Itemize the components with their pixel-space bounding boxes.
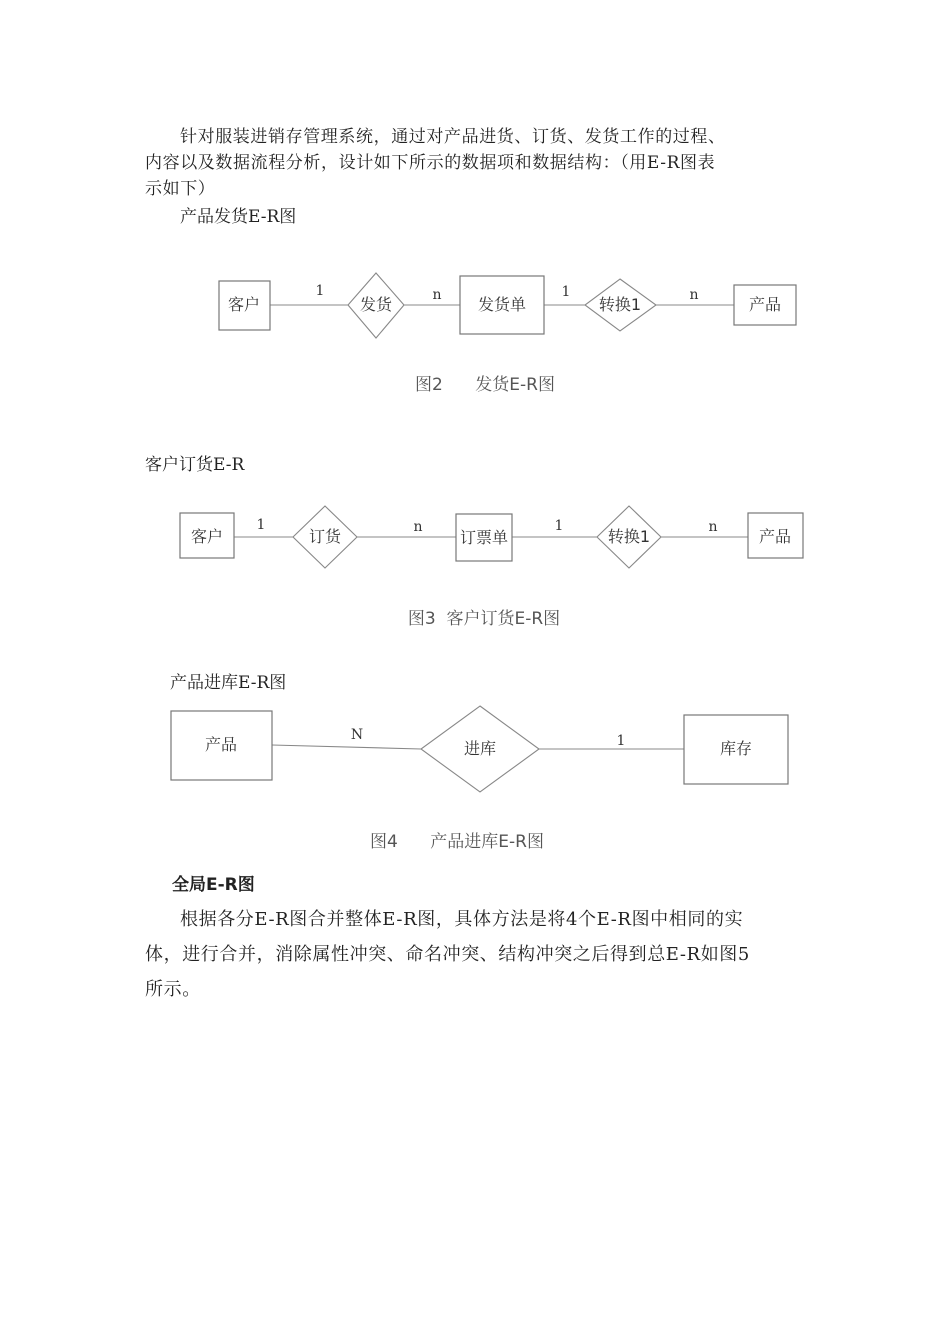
diagram-shipping [219,273,796,395]
global-line-3: 所示。 [145,979,201,1000]
cardinality-2: n [432,287,442,303]
intro-line-3: 示如下） [145,179,216,199]
cardinality-1: N [350,727,364,743]
cardinality-4: n [708,519,718,535]
entity-ship-order-label: 发货单 [477,295,527,314]
intro-line-1: 针对服装进销存管理系统，通过对产品进货、订货、发货工作的过程、 [180,127,726,147]
cardinality-2: n [413,519,423,535]
relation-stockin-label: 进库 [463,739,497,758]
entity-product-label: 产品 [204,735,238,754]
cardinality-3: 1 [561,284,571,300]
relation-order-label: 订货 [308,527,342,546]
intro-line-2: 内容以及数据流程分析，设计如下所示的数据项和数据结构：（用E-R图表 [145,153,716,173]
section-heading-global: 全局E-R图 [172,875,255,895]
entity-product-label: 产品 [748,295,782,314]
link-product-stockin [272,745,421,749]
entity-customer-label: 客户 [190,527,224,546]
section-heading-shipping: 产品发货E-R图 [180,207,297,227]
relation-ship-label: 发货 [359,295,393,314]
section-heading-ordering: 客户订货E-R [145,455,245,475]
caption-fig3: 图3 客户订货E-R图 [407,609,561,629]
entity-inventory-label: 库存 [719,739,753,758]
diagram-stock-in [171,706,788,852]
cardinality-1: 1 [256,517,266,533]
entity-order-ticket-label: 订票单 [459,528,509,547]
section-heading-stock-in: 产品进库E-R图 [170,673,287,693]
entity-product-label: 产品 [758,527,792,546]
diagram-ordering [180,506,803,629]
caption-fig2: 图2 发货E-R图 [415,375,555,395]
caption-fig4: 图4 产品进库E-R图 [370,832,544,852]
entity-customer-label: 客户 [227,295,261,314]
relation-convert-label: 转换1 [598,295,642,314]
cardinality-4: n [689,287,699,303]
global-line-2: 体，进行合并，消除属性冲突、命名冲突、结构冲突之后得到总E-R如图5 [145,944,750,965]
global-line-1: 根据各分E-R图合并整体E-R图，具体方法是将4个E-R图中相同的实 [180,909,744,930]
cardinality-1: 1 [315,283,325,299]
cardinality-2: 1 [616,733,626,749]
relation-convert-label: 转换1 [607,527,651,546]
cardinality-3: 1 [554,518,564,534]
